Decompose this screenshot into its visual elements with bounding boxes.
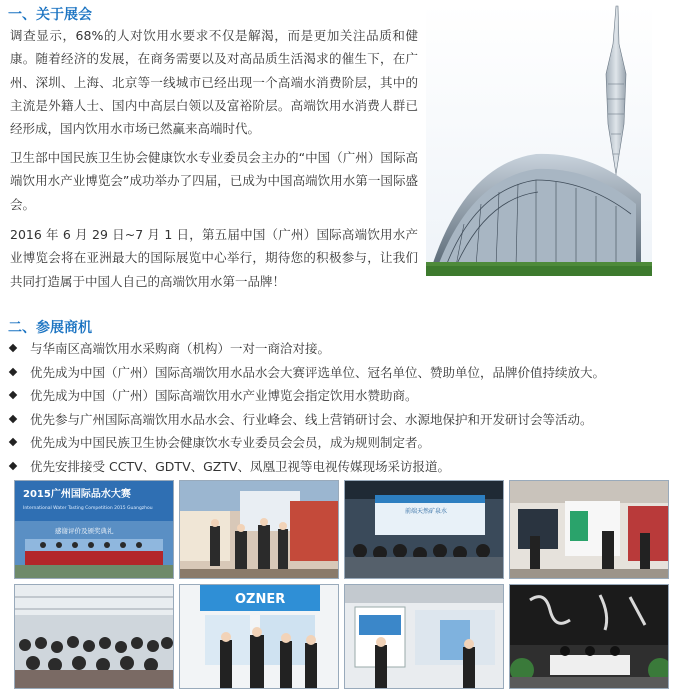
exhibition-center-image bbox=[426, 4, 652, 276]
banner-title: 2015广州国际品水大赛 bbox=[23, 489, 131, 500]
opportunity-list bbox=[8, 340, 678, 481]
section-title-about: 一、关于展会 bbox=[8, 7, 92, 23]
bullet-icon bbox=[9, 438, 17, 446]
photo-exhibition-booth-2 bbox=[344, 480, 504, 579]
list-item: 优先成为中国（广州）国际高端饮用水产业博览会指定饮用水赞助商。 bbox=[8, 387, 678, 411]
bullet-icon bbox=[9, 367, 17, 375]
booth-banner-text: 前端天然矿泉水 bbox=[405, 508, 448, 515]
section-title-opportunities: 二、参展商机 bbox=[8, 320, 92, 336]
photo-award-ceremony bbox=[14, 480, 174, 579]
photo-booth-display bbox=[344, 584, 504, 689]
about-paragraph-1: 调查显示，68%的人对饮用水要求不仅是解渴，而是更加关注品质和健康。随着经济的发展，在商务需要以及对高品质生活渴求的催生下，在广州、深圳、上海、北京等一线城市已经出现一个高端水消费阶层，其中的主流是外籍人士、国内中高层白领以及富裕阶层。高端饮用水消费人群已经形成，国内饮用水市场已然赢来高端时代。 bbox=[10, 28, 418, 137]
bullet-icon bbox=[9, 391, 17, 399]
list-item: 优先成为中国民族卫生协会健康饮水专业委员会会员，成为规则制定者。 bbox=[8, 434, 678, 458]
photo-ozner-booth bbox=[179, 584, 339, 689]
list-item: 与华南区高端饮用水采购商（机构）一对一商洽对接。 bbox=[8, 340, 678, 364]
bullet-icon bbox=[9, 414, 17, 422]
photo-exhibition-booth-1 bbox=[179, 480, 339, 579]
bullet-icon bbox=[9, 461, 17, 469]
list-item: 优先参与广州国际高端饮用水品水会、行业峰会、线上营销研讨会、水源地保护和开发研讨会等活动。 bbox=[8, 411, 678, 435]
banner-ceremony-text: 感谢评价及颁奖典礼 bbox=[55, 527, 114, 535]
photo-calligraphy-booth bbox=[509, 584, 669, 689]
about-paragraph-3: 2016 年 6 月 29 日~7 月 1 日，第五届中国（广州）国际高端饮用水产业博览会将在亚洲最大的国际展览中心举行，期待您的积极参与，让我们共同打造属于中国人自己的高端饮用水第一品牌！ bbox=[10, 227, 418, 289]
bullet-icon bbox=[9, 344, 17, 352]
photo-exhibition-booth-3 bbox=[509, 480, 669, 579]
photo-crowd-hall bbox=[14, 584, 174, 689]
banner-subtitle: International Water Tasting Competition 2015 Guangzhou bbox=[23, 506, 153, 511]
list-item: 优先成为中国（广州）国际高端饮用水品水会大赛评选单位、冠名单位、赞助单位，品牌价值持续放大。 bbox=[8, 364, 678, 388]
list-item: 优先安排接受 CCTV、GDTV、GZTV、凤凰卫视等电视传媒现场采访报道。 bbox=[8, 458, 678, 482]
about-paragraph-2: 卫生部中国民族卫生协会健康饮水专业委员会主办的“中国（广州）国际高端饮用水产业博览会”成功举办了四届，已成为中国高端饮用水第一国际盛会。 bbox=[10, 150, 418, 212]
booth-brand-text: OZNER bbox=[235, 592, 286, 607]
